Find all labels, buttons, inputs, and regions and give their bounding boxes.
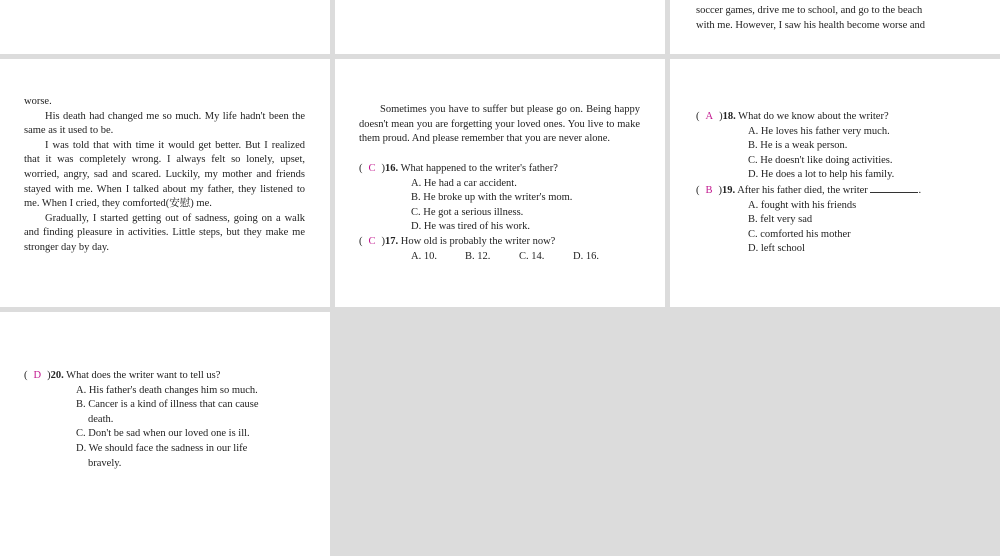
question-stem: What do we know about the writer? <box>738 111 889 122</box>
option: B. 12. <box>465 250 491 262</box>
question-number: 16. <box>385 163 399 174</box>
option: A. He had a car accident. <box>411 177 517 189</box>
answer-mark: A <box>705 111 714 122</box>
option: D. He does a lot to help his family. <box>748 169 895 181</box>
option: C. He doesn't like doing activities. <box>748 154 893 166</box>
option: A. fought with his friends <box>748 199 857 211</box>
option: D. 16. <box>573 250 599 262</box>
option: C. comforted his mother <box>748 228 851 240</box>
passage-paragraph: His death had changed me so much. My life hadn't been the same as it used to be. <box>24 110 305 137</box>
question-18: ( A )18. What do we know about the writer? A. He loves his father very much. B. He is a weak person. C. He doesn't like doing activities. D. He does a lot to help his family. <box>696 110 986 183</box>
answer-blank <box>870 183 918 193</box>
option: D. We should face the sadness in our life bravely. <box>76 442 248 469</box>
answer-mark: B <box>705 185 713 196</box>
option: D. He was tired of his work. <box>411 221 530 233</box>
question-stem: What does the writer want to tell us? <box>66 370 221 381</box>
option: B. He is a weak person. <box>748 140 848 152</box>
question-number: 18. <box>722 111 736 122</box>
page-passage-left <box>0 59 330 307</box>
question-stem: What happened to the writer's father? <box>400 163 558 174</box>
passage-paragraph: I was told that with time it would get better. But I realized that it was completely wrong. I always felt so lonely, upset, worried, angry, sad and scared. Luckily, my mother and friends stayed with me. When I talked about my father, they listened to me. When I cried, they comforted(安慰) me. <box>24 139 305 210</box>
answer-mark: C <box>368 163 376 174</box>
option: D. left school <box>748 243 805 255</box>
option: B. Cancer is a kind of illness that can cause death. <box>76 399 259 425</box>
option: C. He got a serious illness. <box>411 206 524 218</box>
option: B. felt very sad <box>748 214 813 226</box>
option: B. He broke up with the writer's mom. <box>411 192 573 204</box>
answer-mark: C <box>368 236 376 247</box>
option: A. He loves his father very much. <box>748 125 890 137</box>
option: C. Don't be sad when our loved one is ill. <box>76 428 250 440</box>
question-stem: After his father died, the writer <box>737 185 868 196</box>
question-20: ( D )20. What does the writer want to tell us? A. His father's death changes him so much. B. Cancer is a kind of illness that can cause death. C. Don't be sad when our loved one is ill. D. We should face the sadness in our life bravely. <box>24 369 314 471</box>
question-number: 19. <box>722 185 736 196</box>
page-top-middle <box>335 0 665 54</box>
question-17: ( C )17. How old is probably the writer now? A. 10. B. 12. C. 14. D. 16. <box>359 235 649 264</box>
passage-line: soccer games, drive me to school, and go to the beach <box>696 5 923 16</box>
page-question-20 <box>0 312 330 556</box>
passage-line: with me. However, I saw his health become worse and <box>696 19 926 31</box>
option: C. 14. <box>519 250 545 262</box>
option: A. 10. <box>411 250 437 262</box>
page-questions-16-17 <box>335 59 665 307</box>
question-16: ( C )16. What happened to the writer's father? A. He had a car accident. B. He broke up with the writer's mom. C. He got a serious illness. D. He was tired of his work. <box>359 162 649 235</box>
passage-lead: worse. <box>24 96 52 107</box>
page-top-right <box>670 0 1000 54</box>
passage-paragraph: Gradually, I started getting out of sadness, going on a walk and finding pleasure in activities. Little steps, but they make me stronger day by day. <box>24 212 305 253</box>
question-number: 20. <box>50 370 64 381</box>
question-stem: How old is probably the writer now? <box>400 236 556 247</box>
question-number: 17. <box>385 236 399 247</box>
answer-mark: D <box>33 370 42 381</box>
option: A. His father's death changes him so much. <box>76 384 258 396</box>
question-19: ( B )19. After his father died, the writer . A. fought with his friends B. felt very sad C. comforted his mother D. left school <box>696 183 986 257</box>
page-questions-18-19 <box>670 59 1000 307</box>
passage-paragraph: Sometimes you have to suffer but please go on. Being happy doesn't mean you are forgetting your loved ones. You live to make them proud. And please remember that you are never alone. <box>359 104 640 145</box>
page-top-left <box>0 0 330 54</box>
